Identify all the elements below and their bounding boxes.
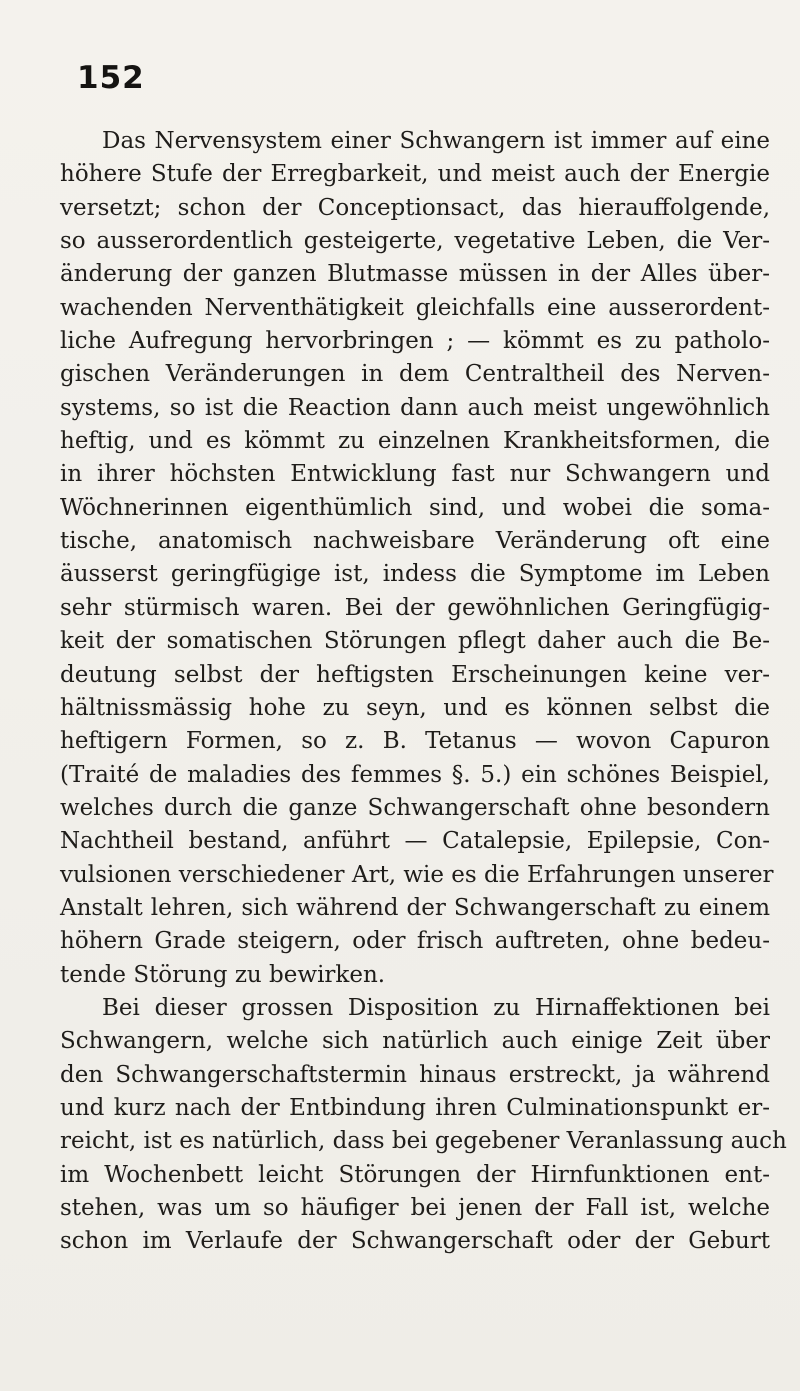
text-line: stehen, was um so häufiger bei jenen der Fall ist, welche xyxy=(60,1195,770,1221)
text-line: den Schwangerschaftstermin hinaus erstreckt, ja während xyxy=(60,1061,770,1088)
text-line: Schwangern, welche sich natürlich auch einige Zeit über xyxy=(60,1028,770,1055)
body-text xyxy=(60,125,787,1259)
text-line: Anstalt lehren, sich während der Schwangerschaft zu einem xyxy=(60,894,770,921)
text-line: (Traité de maladies des femmes §. 5.) ein schönes Beispiel, xyxy=(60,761,770,788)
text-line: versetzt; schon der Conceptionsact, das hierauffolgende, xyxy=(60,194,770,221)
paragraph-2 xyxy=(60,992,787,1259)
text-line: Bei dieser grossen Disposition zu Hirnaffektionen bei xyxy=(102,994,770,1021)
text-line: systems, so ist die Reaction dann auch meist ungewöhnlich xyxy=(60,394,770,421)
text-line: äusserst geringfügige ist, indess die Symptome im Leben xyxy=(60,561,770,588)
text-line: heftigern Formen, so z. B. Tetanus — wovon Capuron xyxy=(60,728,770,755)
text-line: deutung selbst der heftigsten Erscheinungen keine ver- xyxy=(60,661,770,688)
text-line: hältnissmässig hohe zu seyn, und es können selbst die xyxy=(60,694,770,721)
text-line: keit der somatischen Störungen pflegt daher auch die Be- xyxy=(60,628,770,655)
text-line: schon im Verlaufe der Schwangerschaft oder der Geburt xyxy=(60,1228,770,1255)
text-line: gischen Veränderungen in dem Centraltheil des Nerven- xyxy=(60,361,770,388)
text-line: vulsionen verschiedener Art, wie es die Erfahrungen unserer xyxy=(60,861,774,888)
paragraph-1 xyxy=(60,125,774,992)
text-line: Wöchnerinnen eigenthümlich sind, und wobei die soma- xyxy=(60,494,770,521)
text-line: Das Nervensystem einer Schwangern ist immer auf eine xyxy=(102,128,770,154)
text-line: wachenden Nerventhätigkeit gleichfalls eine ausserordent- xyxy=(60,294,770,321)
text-line: höhere Stufe der Erregbarkeit, und meist auch der Energie xyxy=(60,161,770,188)
text-line: in ihrer höchsten Entwicklung fast nur Schwangern und xyxy=(60,461,770,488)
text-line: so ausserordentlich gesteigerte, vegetative Leben, die Ver- xyxy=(60,228,770,255)
text-line: höhern Grade steigern, oder frisch auftreten, ohne bedeu- xyxy=(60,928,770,955)
text-line: heftig, und es kömmt zu einzelnen Krankheitsformen, die xyxy=(60,428,770,455)
text-line: liche Aufregung hervorbringen ; — kömmt es zu patholo- xyxy=(60,328,770,355)
text-line: reicht, ist es natürlich, dass bei gegebener Veranlassung auch xyxy=(60,1128,787,1155)
text-line: tende Störung zu bewirken. xyxy=(60,961,386,988)
text-line: änderung der ganzen Blutmasse müssen in der Alles über- xyxy=(60,261,770,288)
text-line: tische, anatomisch nachweisbare Veränderung oft eine xyxy=(60,528,770,555)
text-line: im Wochenbett leicht Störungen der Hirnfunktionen ent- xyxy=(60,1161,770,1188)
text-line: sehr stürmisch waren. Bei der gewöhnlichen Geringfügig- xyxy=(60,594,770,621)
page-number: 152 xyxy=(77,60,145,96)
text-line: welches durch die ganze Schwangerschaft ohne besondern xyxy=(60,794,770,821)
text-line: Nachtheil bestand, anführt — Catalepsie, Epilepsie, Con- xyxy=(60,828,770,855)
text-line: und kurz nach der Entbindung ihren Culminationspunkt er- xyxy=(60,1094,770,1121)
